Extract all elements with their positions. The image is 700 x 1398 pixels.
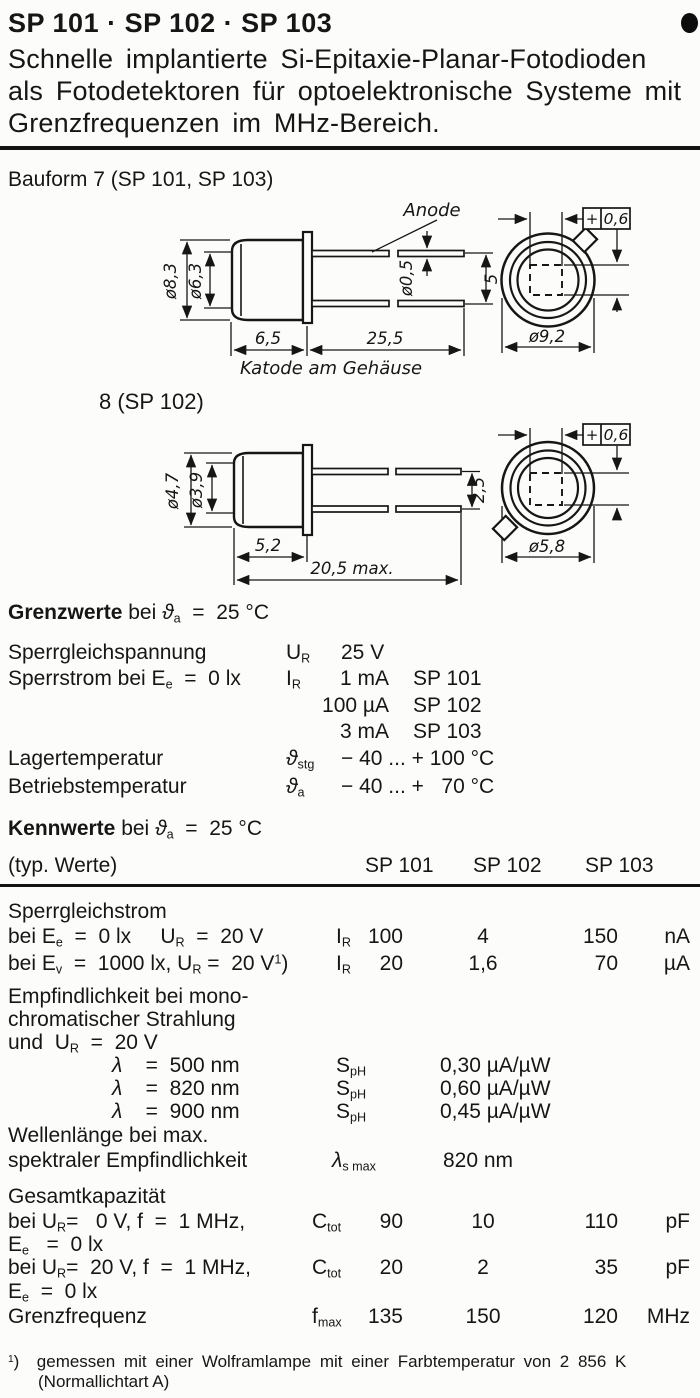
grenzwerte-heading — [8, 602, 269, 624]
krow2-sp103: 70 — [594, 952, 618, 975]
row-label-betriebstemperatur: Betriebstemperatur — [8, 775, 187, 798]
b8-flange — [303, 445, 312, 535]
b7-lead-bottom-a — [312, 301, 389, 307]
value-sperrstrom-sp103: 3 mA — [339, 720, 389, 743]
row-label-sperrgleichspannung: Sperrgleichspannung — [8, 641, 207, 664]
b8-dia-window-label: ø3,9 — [187, 471, 206, 509]
kennwerte-heading-word: Kennwerte — [8, 817, 116, 840]
kennwerte-heading — [8, 818, 262, 840]
group-label-empfindlichkeit-3: und $U_R = 20$ V — [8, 1031, 158, 1056]
column-header-sp103: SP 103 — [585, 854, 654, 877]
freq-sp102: 150 — [465, 1305, 501, 1328]
lambda-row3-symbol-sph: $S_{pH}$ — [336, 1100, 367, 1125]
b7-len-leads-label: 25,5 — [366, 329, 404, 348]
krow2-unit: µA — [663, 952, 690, 975]
symbol-theta-a: $ϑ_a$ — [286, 775, 305, 800]
cap-row1-symbol-ctot: $C_{tot}$ — [312, 1210, 342, 1235]
b7-index-tab — [573, 228, 597, 252]
krow1-sp102: 4 — [477, 925, 489, 948]
krow2-sp101: 20 — [379, 952, 403, 975]
value-betriebstemperatur: − 40 ... + 70 °C — [341, 775, 495, 798]
group-label-sperrgleichstrom: Sperrgleichstrom — [8, 900, 167, 923]
b8-lead-bottom-a — [312, 506, 388, 512]
b7-tolerance-value: 0,6 — [603, 210, 629, 228]
b8-side-view — [234, 445, 461, 535]
krow2-symbol-ir: $I_R$ — [336, 952, 351, 977]
b7-anode-label: Anode — [403, 200, 461, 221]
drawing-bauform8 — [0, 418, 700, 604]
symbol-fmax: $f_{max}$ — [312, 1305, 342, 1330]
lambda-row1-symbol-sph: $S_{pH}$ — [336, 1054, 367, 1079]
device-sp101: SP 101 — [413, 667, 482, 690]
row-label-sperrstrom: Sperrstrom bei $E_e = 0$ lx — [8, 667, 241, 692]
cap-row2-sp101: 20 — [379, 1256, 403, 1279]
symbol-ur: $U_R$ — [286, 641, 311, 666]
footnote-line-1: $^1$) gemessen mit einer Wolframlampe mit einer Farbtemperatur von 2 856 K — [8, 1352, 627, 1371]
cap-row1-label: bei $U_R= 0$ V, f = 1 MHz, — [8, 1210, 246, 1235]
krow1-sp103: 150 — [582, 925, 618, 948]
grenzwerte-heading-word: Grenzwerte — [8, 601, 123, 624]
group-label-gesamtkapazitaet: Gesamtkapazität — [8, 1185, 166, 1208]
value-sperrstrom-sp102: 100 µA — [322, 694, 389, 717]
b8-lead-top-a — [312, 469, 388, 475]
b7-side-view — [232, 232, 464, 323]
page-title: SP 101 · SP 102 · SP 103 — [8, 8, 333, 38]
b7-chip-outline — [530, 265, 562, 295]
b8-dia-face-label: ø5,8 — [528, 537, 566, 556]
row-label-grenzfrequenz: Grenzfrequenz — [8, 1305, 147, 1328]
b8-face-mid-ring — [511, 451, 586, 526]
b7-lead-pitch-label: 5 — [482, 273, 501, 285]
cap-row2-label-cont: $E_e = 0$ lx — [8, 1280, 98, 1305]
grenzwerte-heading-rest: bei $ϑ_a = 25$ °C — [122, 601, 269, 626]
lambda-row2-value: 0,60 µA/µW — [440, 1077, 551, 1100]
kennwerte-heading-rest: bei $ϑ_a = 25$ °C — [115, 817, 262, 842]
kennwerte-rule — [0, 884, 700, 887]
b8-case-body — [234, 453, 303, 527]
footnote-line-2: (Normallichtart A) — [38, 1372, 170, 1391]
lambda-row3-value: 0,45 µA/µW — [440, 1100, 551, 1123]
b7-face-mid-ring — [510, 242, 586, 318]
cap-row2-unit: pF — [665, 1256, 690, 1279]
krow1-sp101: 100 — [367, 925, 403, 948]
cap-row1-label-cont: $E_e = 0$ lx — [8, 1233, 104, 1258]
header-rule — [0, 146, 700, 150]
b7-dia-lead-label: ø0,5 — [397, 259, 416, 297]
group-label-empfindlichkeit-2: chromatischer Strahlung — [8, 1008, 236, 1031]
b7-dia-face-label: ø9,2 — [528, 327, 566, 346]
symbol-theta-stg: $ϑ_{stg}$ — [286, 747, 315, 772]
column-header-sp101: SP 101 — [365, 854, 434, 877]
b8-len-case-label: 5,2 — [254, 536, 282, 555]
lambda-row1-value: 0,30 µA/µW — [440, 1054, 551, 1077]
cap-row2-label: bei $U_R= 20$ V, f = 1 MHz, — [8, 1256, 251, 1281]
wellenlaenge-label-2: spektraler Empfindlichkeit — [8, 1149, 248, 1172]
b7-cathode-note: Katode am Gehäuse — [240, 358, 423, 379]
lambda-row2-symbol-sph: $S_{pH}$ — [336, 1077, 367, 1102]
value-sperrstrom-sp101: 1 mA — [339, 667, 389, 690]
b7-lead-bottom-b — [398, 301, 464, 307]
cap-row2-sp103: 35 — [594, 1256, 618, 1279]
b7-len-case-label: 6,5 — [254, 329, 282, 348]
freq-sp103: 120 — [582, 1305, 618, 1328]
subtitle-line-1: Schnelle implantierte Si-Epitaxie-Planar-Fotodioden — [8, 44, 647, 74]
b8-face-inner-ring — [518, 458, 578, 518]
krow1-label: bei $E_e = 0$ lx $U_R = 20$ V — [8, 925, 264, 950]
cap-row1-sp101: 90 — [379, 1210, 403, 1233]
bauform8-label: 8 (SP 102) — [99, 389, 204, 414]
b8-lead-bottom-b — [396, 506, 461, 512]
freq-unit: MHz — [646, 1305, 690, 1328]
lambda-row2-label: λ = 820 nm — [112, 1077, 240, 1100]
b8-tolerance-sign: + — [585, 426, 599, 444]
wellenlaenge-label-1: Wellenlänge bei max. — [8, 1124, 209, 1147]
b7-flange — [303, 232, 312, 323]
freq-sp101: 135 — [367, 1305, 403, 1328]
row-label-lagertemperatur: Lagertemperatur — [8, 747, 164, 770]
value-wellenlaenge: 820 nm — [443, 1149, 514, 1172]
b7-face-inner-ring — [518, 250, 579, 311]
column-header-sp102: SP 102 — [473, 854, 542, 877]
b8-face-outer-ring — [502, 442, 594, 534]
b7-lead-top-a — [312, 251, 389, 257]
drawing-bauform7 — [0, 190, 700, 386]
cap-row1-unit: pF — [665, 1210, 690, 1233]
symbol-lambda-smax: $\lambda_{s max}$ — [332, 1149, 376, 1174]
krow2-sp102: 1,6 — [468, 952, 498, 975]
cap-row2-symbol-ctot: $C_{tot}$ — [312, 1256, 342, 1281]
corner-dot-marker — [681, 13, 698, 33]
krow2-label: bei $E_v = 1000$ lx, $U_R = 20$ $V^1$) — [8, 952, 289, 977]
lambda-row3-label: λ = 900 nm — [112, 1100, 240, 1123]
device-sp103: SP 103 — [413, 720, 482, 743]
b7-case-body — [232, 240, 303, 320]
cap-row2-sp102: 2 — [477, 1256, 489, 1279]
subtitle-line-2: als Fotodetektoren für optoelektronische Systeme mit — [8, 76, 682, 106]
cap-row1-sp103: 110 — [584, 1210, 618, 1233]
krow1-symbol-ir: $I_R$ — [336, 925, 351, 950]
b7-dia-case-label: ø8,3 — [161, 262, 180, 300]
subtitle-line-3: Grenzfrequenzen im MHz-Bereich. — [8, 108, 440, 138]
b8-tolerance-value: 0,6 — [603, 426, 629, 444]
b8-chip-outline — [530, 473, 562, 505]
kennwerte-subheader: (typ. Werte) — [8, 854, 118, 877]
b8-len-total-label: 20,5 max. — [310, 559, 394, 578]
value-lagertemperatur: − 40 ... + 100 °C — [341, 747, 495, 770]
symbol-ir: $I_R$ — [286, 667, 301, 692]
b8-dia-case-label: ø4,7 — [163, 472, 182, 510]
bauform7-label: Bauform 7 (SP 101, SP 103) — [8, 168, 274, 191]
group-label-empfindlichkeit-1: Empfindlichkeit bei mono- — [8, 985, 249, 1008]
b8-lead-pitch-label: 2,5 — [469, 476, 488, 504]
b7-tolerance-sign: + — [585, 210, 599, 228]
b8-lead-top-b — [396, 469, 461, 475]
cap-row1-sp102: 10 — [471, 1210, 495, 1233]
device-sp102: SP 102 — [413, 694, 482, 717]
b7-lead-top-b — [398, 251, 464, 257]
krow1-unit: nA — [664, 925, 690, 948]
value-sperrgleichspannung: 25 V — [341, 641, 385, 664]
b7-dia-window-label: ø6,3 — [186, 262, 205, 300]
lambda-row1-label: λ = 500 nm — [112, 1054, 240, 1077]
